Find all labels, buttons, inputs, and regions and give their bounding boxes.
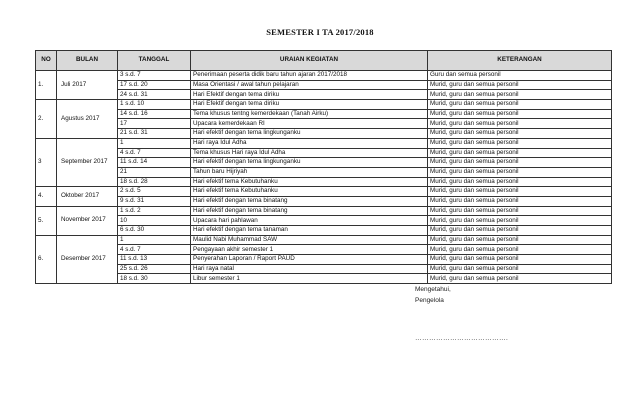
- header-tanggal: TANGGAL: [118, 51, 191, 71]
- cell-uraian: Maulid Nabi Muhammad SAW: [191, 235, 428, 245]
- cell-bulan: Oktober 2017: [57, 187, 118, 206]
- table-header-row: [36, 51, 612, 71]
- cell-bulan: Juli 2017: [57, 71, 118, 100]
- cell-tanggal: 18 s.d. 30: [118, 274, 191, 284]
- cell-keterangan: Murid, guru dan semua personil: [428, 274, 612, 284]
- header-uraian: URAIAN KEGIATAN: [191, 51, 428, 71]
- cell-keterangan: Murid, guru dan semua personil: [428, 216, 612, 226]
- cell-keterangan: Murid, guru dan semua personil: [428, 235, 612, 245]
- cell-bulan: November 2017: [57, 206, 118, 235]
- cell-tanggal: 2 s.d. 5: [118, 187, 191, 197]
- cell-keterangan: Murid, guru dan semua personil: [428, 177, 612, 187]
- cell-keterangan: Murid, guru dan semua personil: [428, 80, 612, 90]
- cell-keterangan: Murid, guru dan semua personil: [428, 138, 612, 148]
- table-row: [36, 226, 612, 236]
- cell-bulan: September 2017: [57, 138, 118, 186]
- cell-keterangan: Murid, guru dan semua personil: [428, 255, 612, 265]
- table-row: [36, 167, 612, 177]
- table-row: [36, 109, 612, 119]
- cell-keterangan: Murid, guru dan semua personil: [428, 196, 612, 206]
- cell-tanggal: 21 s.d. 31: [118, 129, 191, 139]
- cell-tanggal: 6 s.d. 30: [118, 226, 191, 236]
- cell-uraian: Hari efektif dengan tema binatang: [191, 206, 428, 216]
- cell-uraian: Hari raya Idul Adha: [191, 138, 428, 148]
- cell-uraian: Tema khusus Hari raya Idul Adha: [191, 148, 428, 158]
- cell-tanggal: 25 s.d. 26: [118, 264, 191, 274]
- cell-tanggal: 4 s.d. 7: [118, 245, 191, 255]
- cell-tanggal: 14 s.d. 16: [118, 109, 191, 119]
- cell-uraian: Penerimaan peserta didik baru tahun ajaran 2017/2018: [191, 71, 428, 81]
- cell-no: 2.: [36, 100, 57, 139]
- cell-keterangan: Murid, guru dan semua personil: [428, 100, 612, 110]
- cell-keterangan: Murid, guru dan semua personil: [428, 226, 612, 236]
- cell-uraian: Hari efektif dengan tema lingkunganku: [191, 129, 428, 139]
- cell-uraian: Tahun baru Hijriyah: [191, 167, 428, 177]
- cell-uraian: Upacara kemerdekaan RI: [191, 119, 428, 129]
- table-row: [36, 90, 612, 100]
- cell-bulan: Desember 2017: [57, 235, 118, 283]
- cell-tanggal: 4 s.d. 7: [118, 148, 191, 158]
- cell-uraian: Hari Efektif dengan tema diriku: [191, 100, 428, 110]
- cell-keterangan: Murid, guru dan semua personil: [428, 187, 612, 197]
- cell-uraian: Upacara hari pahlawan: [191, 216, 428, 226]
- cell-keterangan: Murid, guru dan semua personil: [428, 264, 612, 274]
- cell-tanggal: 1 s.d. 2: [118, 206, 191, 216]
- table-row: [36, 177, 612, 187]
- cell-tanggal: 17 s.d. 20: [118, 80, 191, 90]
- cell-tanggal: 18 s.d. 28: [118, 177, 191, 187]
- cell-no: 1.: [36, 71, 57, 100]
- table-row: [36, 216, 612, 226]
- header-keterangan: KETERANGAN: [428, 51, 612, 71]
- table-body: [36, 71, 612, 284]
- schedule-table: [35, 50, 612, 284]
- table-row: [36, 148, 612, 158]
- table-row: [36, 100, 612, 110]
- header-bulan: BULAN: [57, 51, 118, 71]
- cell-uraian: Tema khusus tentng kemerdekaan (Tanah Airku): [191, 109, 428, 119]
- cell-uraian: Hari raya natal: [191, 264, 428, 274]
- cell-tanggal: 1: [118, 138, 191, 148]
- cell-tanggal: 21: [118, 167, 191, 177]
- cell-no: 3: [36, 138, 57, 186]
- cell-uraian: Pengayaan akhir semester 1: [191, 245, 428, 255]
- table-row: [36, 264, 612, 274]
- signature-role: Pengelola: [415, 297, 444, 304]
- table-row: [36, 235, 612, 245]
- signature-greeting: Mengetahui,: [415, 286, 451, 293]
- cell-keterangan: Murid, guru dan semua personil: [428, 119, 612, 129]
- cell-tanggal: 11 s.d. 14: [118, 158, 191, 168]
- cell-tanggal: 11 s.d. 13: [118, 255, 191, 265]
- cell-tanggal: 3 s.d. 7: [118, 71, 191, 81]
- table-row: [36, 196, 612, 206]
- cell-tanggal: 10: [118, 216, 191, 226]
- cell-tanggal: 24 s.d. 31: [118, 90, 191, 100]
- table-row: [36, 129, 612, 139]
- cell-keterangan: Murid, guru dan semua personil: [428, 129, 612, 139]
- cell-keterangan: Murid, guru dan semua personil: [428, 206, 612, 216]
- cell-tanggal: 9 s.d. 31: [118, 196, 191, 206]
- cell-keterangan: Murid, guru dan semua personil: [428, 167, 612, 177]
- header-no: NO: [36, 51, 57, 71]
- table-row: [36, 255, 612, 265]
- cell-bulan: Agustus 2017: [57, 100, 118, 139]
- table-row: [36, 138, 612, 148]
- table-row: [36, 245, 612, 255]
- table-row: [36, 274, 612, 284]
- cell-uraian: Hari efektif dengan tema binatang: [191, 196, 428, 206]
- cell-tanggal: 17: [118, 119, 191, 129]
- cell-uraian: Hari efektif tema Kebutuhanku: [191, 177, 428, 187]
- document-title: SEMESTER I TA 2017/2018: [266, 27, 374, 37]
- cell-keterangan: Guru dan semua personil: [428, 71, 612, 81]
- cell-keterangan: Murid, guru dan semua personil: [428, 158, 612, 168]
- table-row: [36, 80, 612, 90]
- cell-uraian: Hari efektif dengan tema tanaman: [191, 226, 428, 236]
- cell-uraian: Hari efektif dengan tema lingkunganku: [191, 158, 428, 168]
- cell-keterangan: Murid, guru dan semua personil: [428, 148, 612, 158]
- cell-keterangan: Murid, guru dan semua personil: [428, 109, 612, 119]
- table-row: [36, 206, 612, 216]
- cell-uraian: Penyerahan Laporan / Raport PAUD: [191, 255, 428, 265]
- table-row: [36, 187, 612, 197]
- cell-uraian: Hari efektif tema Kebutuhanku: [191, 187, 428, 197]
- cell-keterangan: Murid, guru dan semua personil: [428, 90, 612, 100]
- table-row: [36, 158, 612, 168]
- signature-line: ………………………………….: [415, 335, 509, 342]
- cell-uraian: Libur semester 1: [191, 274, 428, 284]
- cell-uraian: Masa Orientasi / awal tahun pelajaran: [191, 80, 428, 90]
- cell-no: 6.: [36, 235, 57, 283]
- cell-tanggal: 1 s.d. 10: [118, 100, 191, 110]
- cell-no: 4.: [36, 187, 57, 206]
- table-row: [36, 71, 612, 81]
- cell-uraian: Hari Efektif dengan tema diriku: [191, 90, 428, 100]
- table-row: [36, 119, 612, 129]
- cell-no: 5.: [36, 206, 57, 235]
- cell-keterangan: Murid, guru dan semua personil: [428, 245, 612, 255]
- cell-tanggal: 1: [118, 235, 191, 245]
